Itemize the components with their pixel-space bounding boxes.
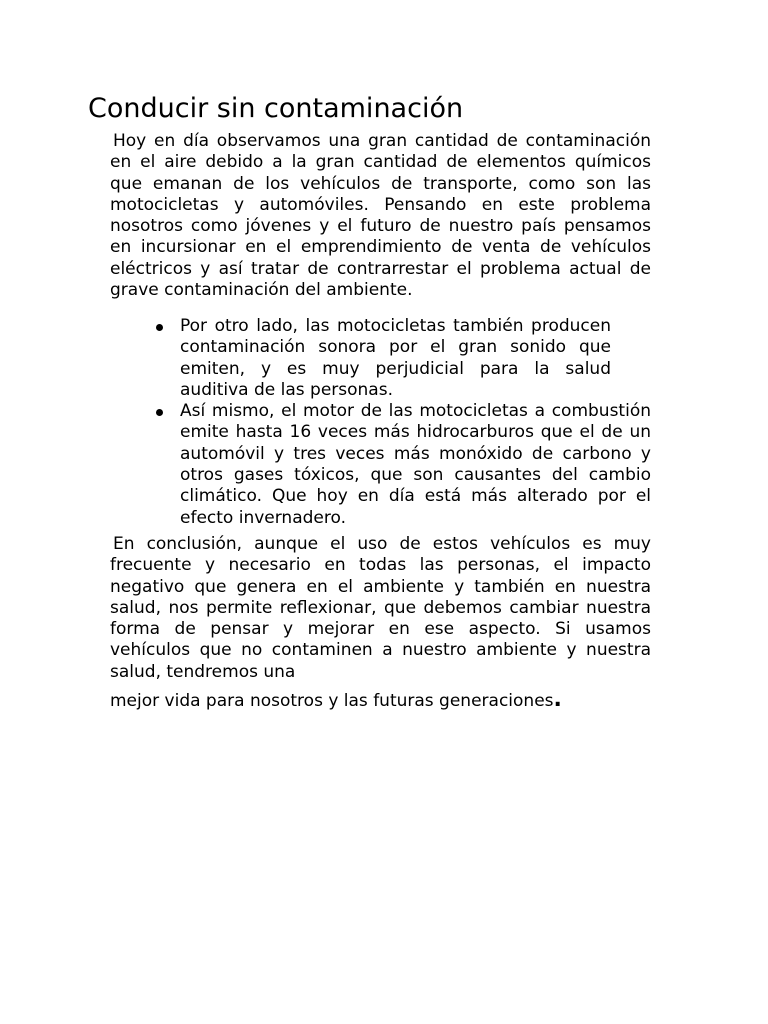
- bullet-text: Así mismo, el motor de las motocicletas a combustión emite hasta 16 veces más hidrocarburos que el de un automóvil y tres veces más monóxido de carbono y otros gases tóxicos, que son causantes del cambio climático. Que hoy en día está más alterado por el efecto invernadero.: [180, 401, 651, 528]
- conclusion-last-text: mejor vida para nosotros y las futuras generaciones: [110, 691, 554, 712]
- bullet-item-noise: [150, 316, 651, 401]
- document-title: Conducir sin contaminación: [88, 93, 464, 124]
- bullet-item-emissions: [150, 401, 651, 529]
- conclusion-paragraph: [110, 534, 651, 712]
- bullet-icon: [156, 409, 163, 416]
- bullet-icon: [156, 324, 163, 331]
- bullet-text: Por otro lado, las motocicletas también producen contaminación sonora por el gran sonido que emiten, y es muy perjudicial para la salud auditiva de las personas.: [180, 316, 611, 400]
- conclusion-text: En conclusión, aunque el uso de estos vehículos es muy frecuente y necesario en todas las personas, el impacto negativo que genera en el ambiente y también en nuestra salud, nos permite reflexionar, que debemos cambiar nuestra forma de pensar y mejorar en ese aspecto. Si usamos vehículos que no contaminen a nuestro ambiente y nuestra salud, tendremos una: [110, 534, 651, 682]
- intro-paragraph: Hoy en día observamos una gran cantidad de contaminación en el aire debido a la gran cantidad de elementos químicos que emanan de los vehículos de transporte, como son las motocicletas y automóviles. Pensando en este problema nosotros como jóvenes y el futuro de nuestro país pensamos en incursionar en el emprendimiento de venta de vehículos eléctricos y así tratar de contrarrestar el problema actual de grave contaminación del ambiente.: [110, 131, 651, 301]
- conclusion-last-line: [110, 689, 651, 712]
- final-period: .: [553, 687, 562, 713]
- bullet-list: [150, 316, 651, 529]
